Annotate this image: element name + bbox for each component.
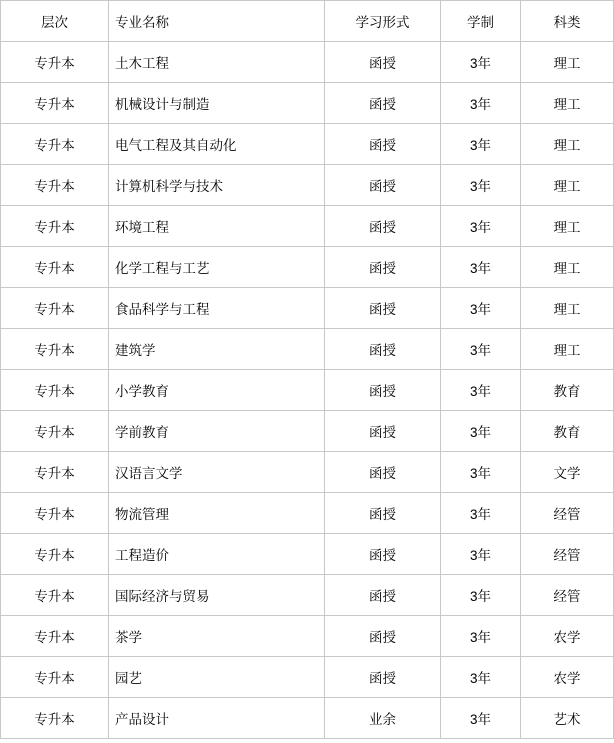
cell-study-form: 函授 xyxy=(325,329,441,370)
cell-study-form: 函授 xyxy=(325,83,441,124)
cell-level: 专升本 xyxy=(1,42,109,83)
table-row xyxy=(1,124,614,165)
cell-study-form: 函授 xyxy=(325,411,441,452)
cell-study-form: 函授 xyxy=(325,493,441,534)
cell-level: 专升本 xyxy=(1,124,109,165)
cell-duration: 3年 xyxy=(441,42,521,83)
cell-study-form: 函授 xyxy=(325,575,441,616)
cell-duration: 3年 xyxy=(441,124,521,165)
cell-major-name: 电气工程及其自动化 xyxy=(109,124,325,165)
cell-category: 农学 xyxy=(521,616,614,657)
cell-level: 专升本 xyxy=(1,206,109,247)
cell-major-name: 国际经济与贸易 xyxy=(109,575,325,616)
cell-category: 农学 xyxy=(521,657,614,698)
cell-category: 理工 xyxy=(521,206,614,247)
cell-level: 专升本 xyxy=(1,657,109,698)
cell-duration: 3年 xyxy=(441,657,521,698)
table-row xyxy=(1,411,614,452)
column-header-duration: 学制 xyxy=(441,1,521,42)
cell-study-form: 函授 xyxy=(325,370,441,411)
cell-level: 专升本 xyxy=(1,452,109,493)
cell-study-form: 函授 xyxy=(325,206,441,247)
cell-category: 理工 xyxy=(521,165,614,206)
column-header-category: 科类 xyxy=(521,1,614,42)
cell-category: 理工 xyxy=(521,288,614,329)
cell-study-form: 函授 xyxy=(325,42,441,83)
cell-major-name: 小学教育 xyxy=(109,370,325,411)
cell-duration: 3年 xyxy=(441,493,521,534)
cell-level: 专升本 xyxy=(1,698,109,739)
cell-study-form: 函授 xyxy=(325,452,441,493)
table-row xyxy=(1,165,614,206)
column-header-study-form: 学习形式 xyxy=(325,1,441,42)
table-row xyxy=(1,575,614,616)
cell-level: 专升本 xyxy=(1,165,109,206)
cell-major-name: 工程造价 xyxy=(109,534,325,575)
column-header-level: 层次 xyxy=(1,1,109,42)
cell-duration: 3年 xyxy=(441,534,521,575)
cell-level: 专升本 xyxy=(1,370,109,411)
table-row xyxy=(1,657,614,698)
cell-major-name: 计算机科学与技术 xyxy=(109,165,325,206)
table-row xyxy=(1,698,614,739)
table-row xyxy=(1,493,614,534)
cell-level: 专升本 xyxy=(1,247,109,288)
cell-duration: 3年 xyxy=(441,206,521,247)
cell-level: 专升本 xyxy=(1,288,109,329)
cell-category: 教育 xyxy=(521,411,614,452)
cell-major-name: 土木工程 xyxy=(109,42,325,83)
cell-duration: 3年 xyxy=(441,616,521,657)
cell-study-form: 函授 xyxy=(325,616,441,657)
cell-level: 专升本 xyxy=(1,493,109,534)
cell-category: 经管 xyxy=(521,575,614,616)
cell-category: 教育 xyxy=(521,370,614,411)
cell-category: 理工 xyxy=(521,124,614,165)
cell-study-form: 函授 xyxy=(325,124,441,165)
cell-level: 专升本 xyxy=(1,83,109,124)
cell-level: 专升本 xyxy=(1,329,109,370)
cell-study-form: 业余 xyxy=(325,698,441,739)
cell-duration: 3年 xyxy=(441,575,521,616)
cell-category: 理工 xyxy=(521,83,614,124)
cell-duration: 3年 xyxy=(441,411,521,452)
cell-duration: 3年 xyxy=(441,329,521,370)
table-body xyxy=(1,42,614,739)
cell-study-form: 函授 xyxy=(325,165,441,206)
table-header-row xyxy=(1,1,614,42)
cell-category: 理工 xyxy=(521,329,614,370)
table-row xyxy=(1,206,614,247)
cell-category: 文学 xyxy=(521,452,614,493)
cell-major-name: 汉语言文学 xyxy=(109,452,325,493)
cell-duration: 3年 xyxy=(441,247,521,288)
cell-category: 艺术 xyxy=(521,698,614,739)
table-header xyxy=(1,1,614,42)
cell-major-name: 学前教育 xyxy=(109,411,325,452)
cell-major-name: 化学工程与工艺 xyxy=(109,247,325,288)
table-row xyxy=(1,247,614,288)
cell-major-name: 产品设计 xyxy=(109,698,325,739)
cell-category: 经管 xyxy=(521,493,614,534)
cell-study-form: 函授 xyxy=(325,247,441,288)
cell-study-form: 函授 xyxy=(325,534,441,575)
cell-category: 经管 xyxy=(521,534,614,575)
table-row xyxy=(1,288,614,329)
cell-duration: 3年 xyxy=(441,165,521,206)
cell-major-name: 食品科学与工程 xyxy=(109,288,325,329)
table-row xyxy=(1,534,614,575)
cell-duration: 3年 xyxy=(441,370,521,411)
cell-major-name: 环境工程 xyxy=(109,206,325,247)
cell-level: 专升本 xyxy=(1,575,109,616)
column-header-major-name: 专业名称 xyxy=(109,1,325,42)
table-row xyxy=(1,329,614,370)
cell-study-form: 函授 xyxy=(325,657,441,698)
cell-duration: 3年 xyxy=(441,452,521,493)
cell-major-name: 机械设计与制造 xyxy=(109,83,325,124)
cell-major-name: 建筑学 xyxy=(109,329,325,370)
cell-level: 专升本 xyxy=(1,411,109,452)
cell-major-name: 物流管理 xyxy=(109,493,325,534)
cell-level: 专升本 xyxy=(1,616,109,657)
cell-category: 理工 xyxy=(521,42,614,83)
cell-study-form: 函授 xyxy=(325,288,441,329)
cell-duration: 3年 xyxy=(441,698,521,739)
table-row xyxy=(1,616,614,657)
table-row xyxy=(1,452,614,493)
table-row xyxy=(1,83,614,124)
cell-level: 专升本 xyxy=(1,534,109,575)
cell-major-name: 茶学 xyxy=(109,616,325,657)
cell-category: 理工 xyxy=(521,247,614,288)
table-row xyxy=(1,42,614,83)
cell-major-name: 园艺 xyxy=(109,657,325,698)
table-row xyxy=(1,370,614,411)
cell-duration: 3年 xyxy=(441,288,521,329)
cell-duration: 3年 xyxy=(441,83,521,124)
